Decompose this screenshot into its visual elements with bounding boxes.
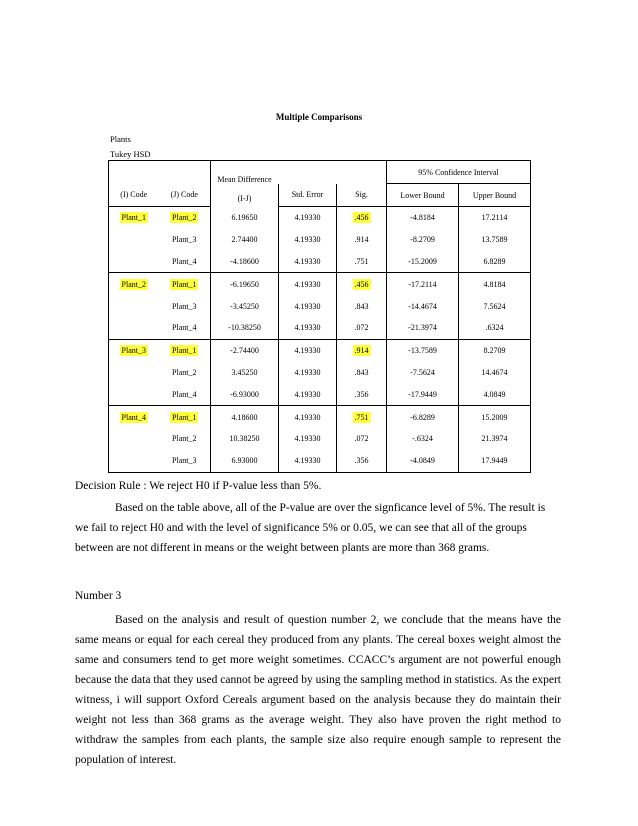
header-confidence-interval: 95% Confidence Interval bbox=[387, 161, 531, 184]
upper-bound-cell: 4.0849 bbox=[483, 389, 506, 399]
sig-cell: .843 bbox=[354, 301, 369, 311]
j-code-cell: Plant_4 bbox=[172, 389, 197, 399]
mean-difference-cell: 3.45250 bbox=[231, 367, 258, 377]
table-row bbox=[109, 383, 531, 405]
decision-rule: Decision Rule : We reject H0 if P-value less than 5%. bbox=[75, 480, 322, 492]
lower-bound-cell: -17.9449 bbox=[408, 389, 437, 399]
lower-bound-cell: -13.7589 bbox=[408, 346, 437, 356]
j-code-cell: Plant_3 bbox=[172, 301, 197, 311]
lower-bound-cell: -21.3974 bbox=[408, 323, 437, 333]
lower-bound-cell: -.6324 bbox=[412, 434, 433, 444]
table-row bbox=[109, 339, 531, 361]
paragraph-conclusion: Based on the table above, all of the P-value are over the signficance level of 5%. The result is we fail to reject H0 and with the level of significance 5% or 0.05, we can see that all of the groups between are not different in means or the weight between plants are more than 368 grams. bbox=[75, 502, 546, 554]
sig-cell: .072 bbox=[354, 323, 369, 333]
std-error-cell: 4.19330 bbox=[294, 456, 321, 466]
sig-cell: .456 bbox=[354, 279, 369, 289]
mean-difference-cell: 2.74400 bbox=[231, 235, 258, 245]
upper-bound-cell: 17.9449 bbox=[481, 456, 508, 466]
lower-bound-cell: -8.2709 bbox=[410, 235, 435, 245]
section-heading-number-3: Number 3 bbox=[75, 590, 122, 602]
table-title: Multiple Comparisons bbox=[275, 112, 363, 122]
std-error-cell: 4.19330 bbox=[294, 346, 321, 356]
mean-difference-cell: 6.19650 bbox=[231, 213, 258, 223]
multiple-comparisons-table bbox=[108, 160, 531, 473]
j-code-cell: Plant_1 bbox=[172, 279, 197, 289]
header-upper-bound: Upper Bound bbox=[459, 184, 531, 207]
lower-bound-cell: -4.8184 bbox=[410, 213, 435, 223]
header-lower-bound: Lower Bound bbox=[387, 184, 459, 207]
upper-bound-cell: 6.8289 bbox=[483, 256, 506, 266]
lower-bound-cell: -4.0849 bbox=[410, 456, 435, 466]
mean-difference-cell: -10.38250 bbox=[228, 323, 261, 333]
mean-difference-cell: 6.93000 bbox=[231, 456, 258, 466]
lower-bound-cell: -15.2009 bbox=[408, 256, 437, 266]
std-error-cell: 4.19330 bbox=[294, 367, 321, 377]
table-row bbox=[109, 295, 531, 317]
i-code-cell: Plant_1 bbox=[121, 213, 146, 223]
upper-bound-cell: 7.5624 bbox=[483, 301, 506, 311]
table-row bbox=[109, 229, 531, 251]
j-code-cell: Plant_2 bbox=[172, 213, 197, 223]
upper-bound-cell: 8.2709 bbox=[483, 346, 506, 356]
j-code-cell: Plant_3 bbox=[172, 456, 197, 466]
mean-difference-cell: -4.18600 bbox=[230, 256, 259, 266]
upper-bound-cell: 4.8184 bbox=[483, 279, 506, 289]
table-row bbox=[109, 317, 531, 339]
table-row bbox=[109, 251, 531, 273]
header-i-code: (I) Code bbox=[109, 184, 159, 207]
upper-bound-cell: .6324 bbox=[485, 323, 504, 333]
upper-bound-cell: 21.3974 bbox=[481, 434, 508, 444]
paragraph-analysis: Based on the analysis and result of question number 2, we conclude that the means have the same means or equal for each cereal they produced from any plants. The cereal boxes weight almost the same and consumers tend to get more weight sometimes. CCACC’s argument are not powerful enough because the data that they used cannot be agreed by using the sampling method in statistics. As the expert witness, i will support Oxford Cereals argument based on the analysis because they do maintain their weight not less than 368 grams as the average weight. They also have proven the right method to withdraw the samples from each plants, the sample size also require enough sample to represent the population of interest. bbox=[75, 614, 561, 766]
std-error-cell: 4.19330 bbox=[294, 301, 321, 311]
std-error-cell: 4.19330 bbox=[294, 213, 321, 223]
j-code-cell: Plant_3 bbox=[172, 235, 197, 245]
j-code-cell: Plant_4 bbox=[172, 323, 197, 333]
std-error-cell: 4.19330 bbox=[294, 412, 321, 422]
j-code-cell: Plant_2 bbox=[172, 434, 197, 444]
header-std-error: Std. Error bbox=[279, 184, 337, 207]
j-code-cell: Plant_1 bbox=[172, 412, 197, 422]
header-sig: Sig. bbox=[337, 184, 387, 207]
header-mean-difference: Mean Difference (I-J) bbox=[211, 161, 279, 207]
mean-difference-cell: -6.19650 bbox=[230, 279, 259, 289]
i-code-cell: Plant_4 bbox=[121, 412, 146, 422]
std-error-cell: 4.19330 bbox=[294, 434, 321, 444]
upper-bound-cell: 15.2009 bbox=[481, 412, 508, 422]
lower-bound-cell: -6.8289 bbox=[410, 412, 435, 422]
table-row bbox=[109, 450, 531, 472]
dependent-variable-label: Plants bbox=[110, 134, 131, 144]
std-error-cell: 4.19330 bbox=[294, 323, 321, 333]
std-error-cell: 4.19330 bbox=[294, 235, 321, 245]
table-row bbox=[109, 207, 531, 229]
i-code-cell: Plant_2 bbox=[121, 279, 146, 289]
mean-difference-cell: 10.38250 bbox=[229, 434, 260, 444]
test-name-label: Tukey HSD bbox=[110, 149, 151, 159]
i-code-cell: Plant_3 bbox=[121, 346, 146, 356]
j-code-cell: Plant_4 bbox=[172, 256, 197, 266]
sig-cell: .751 bbox=[354, 412, 369, 422]
sig-cell: .356 bbox=[354, 456, 369, 466]
upper-bound-cell: 13.7589 bbox=[481, 235, 508, 245]
mean-difference-cell: -3.45250 bbox=[230, 301, 259, 311]
upper-bound-cell: 17.2114 bbox=[481, 213, 508, 223]
j-code-cell: Plant_2 bbox=[172, 367, 197, 377]
sig-cell: .751 bbox=[354, 256, 369, 266]
table-row bbox=[109, 428, 531, 450]
mean-difference-cell: -6.93000 bbox=[230, 389, 259, 399]
std-error-cell: 4.19330 bbox=[294, 389, 321, 399]
std-error-cell: 4.19330 bbox=[294, 279, 321, 289]
lower-bound-cell: -14.4674 bbox=[408, 301, 437, 311]
mean-difference-cell: 4.18600 bbox=[231, 412, 258, 422]
table-row bbox=[109, 406, 531, 428]
table-row bbox=[109, 362, 531, 384]
sig-cell: .914 bbox=[354, 346, 369, 356]
table-row bbox=[109, 273, 531, 295]
lower-bound-cell: -7.5624 bbox=[410, 367, 435, 377]
sig-cell: .356 bbox=[354, 389, 369, 399]
mean-difference-cell: -2.74400 bbox=[230, 346, 259, 356]
j-code-cell: Plant_1 bbox=[172, 346, 197, 356]
sig-cell: .456 bbox=[354, 213, 369, 223]
lower-bound-cell: -17.2114 bbox=[408, 279, 437, 289]
sig-cell: .843 bbox=[354, 367, 369, 377]
sig-cell: .072 bbox=[354, 434, 369, 444]
std-error-cell: 4.19330 bbox=[294, 256, 321, 266]
upper-bound-cell: 14.4674 bbox=[481, 367, 508, 377]
sig-cell: .914 bbox=[354, 235, 369, 245]
header-j-code: (J) Code bbox=[159, 184, 211, 207]
